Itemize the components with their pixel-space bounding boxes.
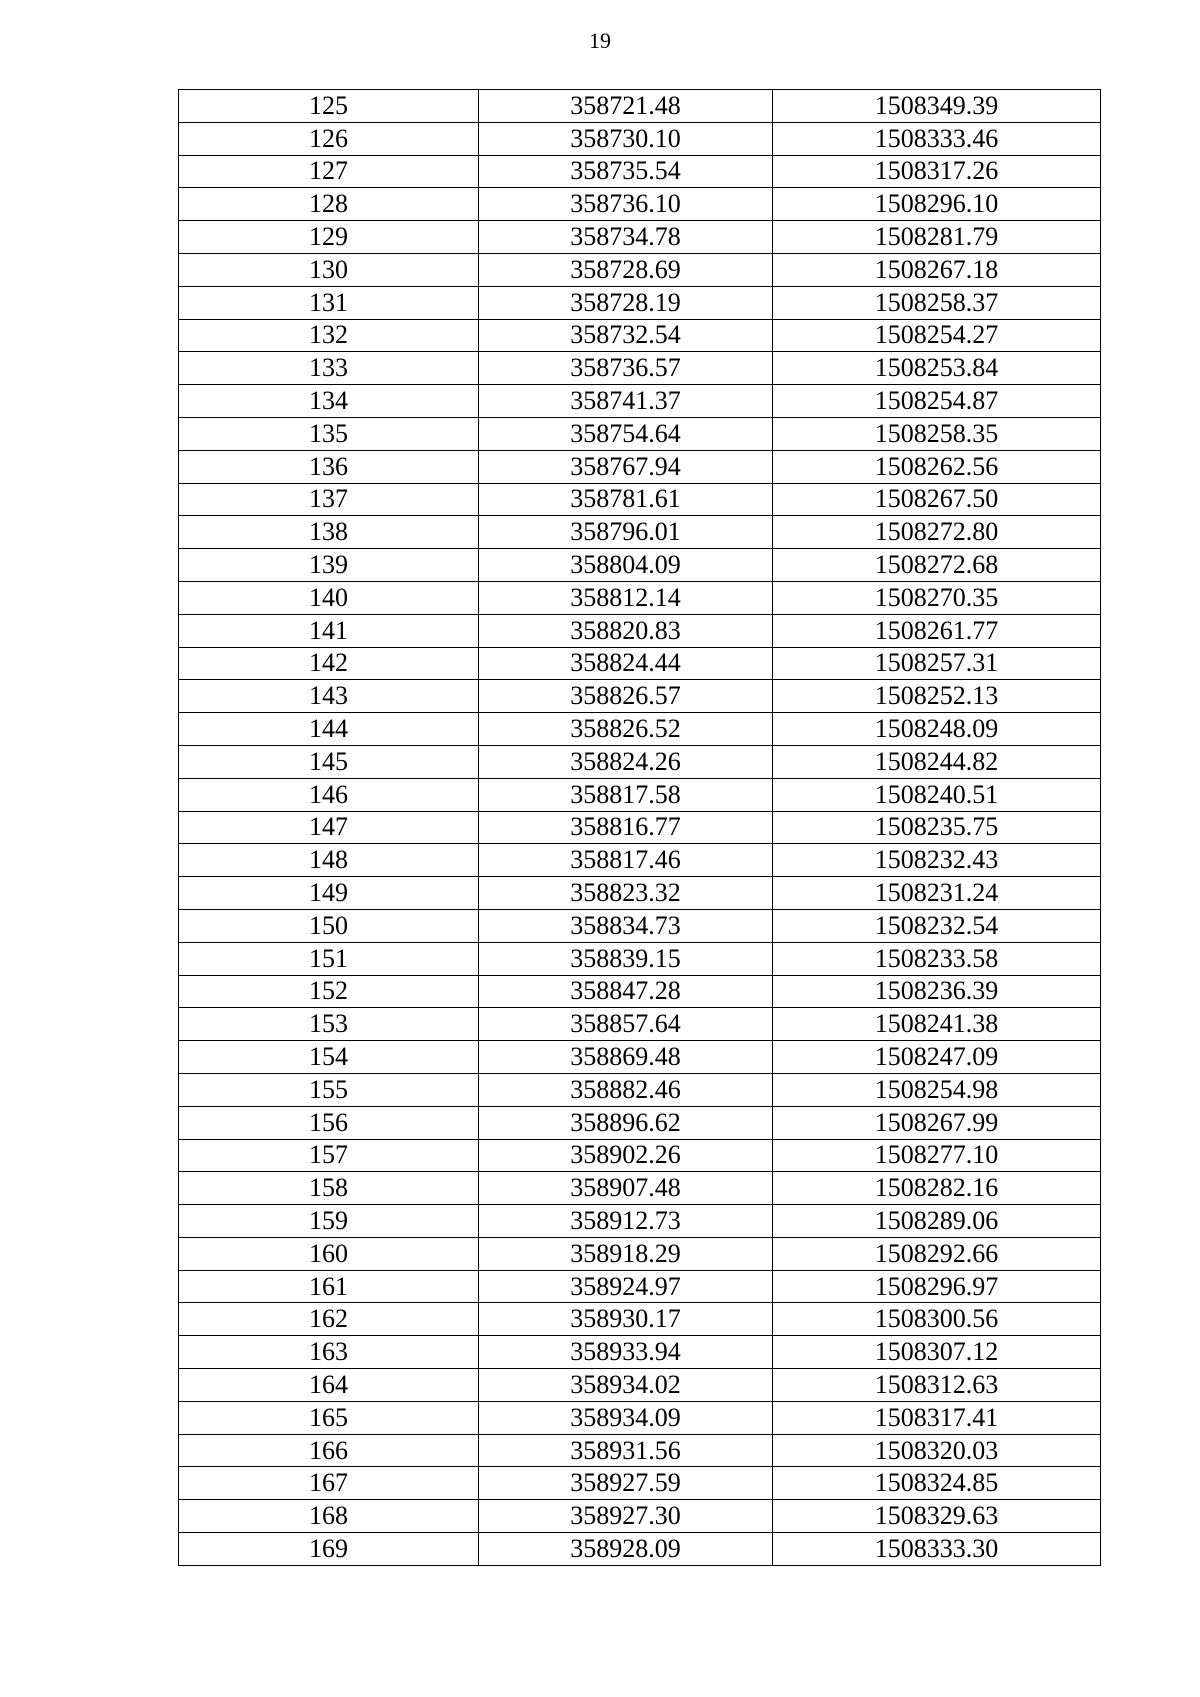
point-number-cell: 130 bbox=[179, 253, 479, 286]
table-row bbox=[179, 450, 1101, 483]
y-coordinate-cell: 1508254.98 bbox=[773, 1073, 1101, 1106]
y-coordinate-cell: 1508247.09 bbox=[773, 1041, 1101, 1074]
y-coordinate-cell: 1508261.77 bbox=[773, 614, 1101, 647]
y-coordinate-cell: 1508258.37 bbox=[773, 286, 1101, 319]
y-coordinate-cell: 1508296.10 bbox=[773, 188, 1101, 221]
table-row bbox=[179, 286, 1101, 319]
table-row bbox=[179, 1500, 1101, 1533]
point-number-cell: 146 bbox=[179, 778, 479, 811]
point-number-cell: 144 bbox=[179, 713, 479, 746]
y-coordinate-cell: 1508277.10 bbox=[773, 1139, 1101, 1172]
x-coordinate-cell: 358847.28 bbox=[479, 975, 773, 1008]
y-coordinate-cell: 1508233.58 bbox=[773, 942, 1101, 975]
y-coordinate-cell: 1508252.13 bbox=[773, 680, 1101, 713]
table-row bbox=[179, 319, 1101, 352]
point-number-cell: 153 bbox=[179, 1008, 479, 1041]
x-coordinate-cell: 358817.46 bbox=[479, 844, 773, 877]
y-coordinate-cell: 1508289.06 bbox=[773, 1205, 1101, 1238]
x-coordinate-cell: 358767.94 bbox=[479, 450, 773, 483]
point-number-cell: 125 bbox=[179, 90, 479, 123]
y-coordinate-cell: 1508320.03 bbox=[773, 1434, 1101, 1467]
point-number-cell: 141 bbox=[179, 614, 479, 647]
x-coordinate-cell: 358736.57 bbox=[479, 352, 773, 385]
y-coordinate-cell: 1508244.82 bbox=[773, 745, 1101, 778]
x-coordinate-cell: 358796.01 bbox=[479, 516, 773, 549]
table-row bbox=[179, 614, 1101, 647]
x-coordinate-cell: 358896.62 bbox=[479, 1106, 773, 1139]
point-number-cell: 161 bbox=[179, 1270, 479, 1303]
y-coordinate-cell: 1508231.24 bbox=[773, 877, 1101, 910]
x-coordinate-cell: 358823.32 bbox=[479, 877, 773, 910]
y-coordinate-cell: 1508333.30 bbox=[773, 1533, 1101, 1566]
table-row bbox=[179, 352, 1101, 385]
x-coordinate-cell: 358930.17 bbox=[479, 1303, 773, 1336]
y-coordinate-cell: 1508270.35 bbox=[773, 581, 1101, 614]
table-row bbox=[179, 581, 1101, 614]
point-number-cell: 128 bbox=[179, 188, 479, 221]
x-coordinate-cell: 358857.64 bbox=[479, 1008, 773, 1041]
y-coordinate-cell: 1508312.63 bbox=[773, 1369, 1101, 1402]
y-coordinate-cell: 1508272.80 bbox=[773, 516, 1101, 549]
table-row bbox=[179, 1434, 1101, 1467]
table-row bbox=[179, 417, 1101, 450]
y-coordinate-cell: 1508240.51 bbox=[773, 778, 1101, 811]
table-body bbox=[179, 90, 1101, 1566]
point-number-cell: 152 bbox=[179, 975, 479, 1008]
point-number-cell: 156 bbox=[179, 1106, 479, 1139]
y-coordinate-cell: 1508282.16 bbox=[773, 1172, 1101, 1205]
table-row bbox=[179, 647, 1101, 680]
x-coordinate-cell: 358817.58 bbox=[479, 778, 773, 811]
table-row bbox=[179, 155, 1101, 188]
point-number-cell: 154 bbox=[179, 1041, 479, 1074]
table-row bbox=[179, 1172, 1101, 1205]
x-coordinate-cell: 358820.83 bbox=[479, 614, 773, 647]
y-coordinate-cell: 1508262.56 bbox=[773, 450, 1101, 483]
x-coordinate-cell: 358907.48 bbox=[479, 1172, 773, 1205]
y-coordinate-cell: 1508333.46 bbox=[773, 122, 1101, 155]
point-number-cell: 147 bbox=[179, 811, 479, 844]
table-row bbox=[179, 713, 1101, 746]
page-number: 19 bbox=[589, 28, 611, 53]
table-row bbox=[179, 1533, 1101, 1566]
x-coordinate-cell: 358882.46 bbox=[479, 1073, 773, 1106]
table-row bbox=[179, 811, 1101, 844]
x-coordinate-cell: 358730.10 bbox=[479, 122, 773, 155]
y-coordinate-cell: 1508281.79 bbox=[773, 221, 1101, 254]
table-row bbox=[179, 909, 1101, 942]
point-number-cell: 160 bbox=[179, 1237, 479, 1270]
point-number-cell: 138 bbox=[179, 516, 479, 549]
x-coordinate-cell: 358734.78 bbox=[479, 221, 773, 254]
point-number-cell: 157 bbox=[179, 1139, 479, 1172]
y-coordinate-cell: 1508235.75 bbox=[773, 811, 1101, 844]
table-row bbox=[179, 1008, 1101, 1041]
point-number-cell: 143 bbox=[179, 680, 479, 713]
table-row bbox=[179, 1106, 1101, 1139]
table-row bbox=[179, 1369, 1101, 1402]
table-row bbox=[179, 516, 1101, 549]
point-number-cell: 148 bbox=[179, 844, 479, 877]
point-number-cell: 132 bbox=[179, 319, 479, 352]
coordinates-table bbox=[178, 89, 1101, 1566]
y-coordinate-cell: 1508307.12 bbox=[773, 1336, 1101, 1369]
point-number-cell: 155 bbox=[179, 1073, 479, 1106]
point-number-cell: 158 bbox=[179, 1172, 479, 1205]
y-coordinate-cell: 1508292.66 bbox=[773, 1237, 1101, 1270]
table-row bbox=[179, 385, 1101, 418]
x-coordinate-cell: 358834.73 bbox=[479, 909, 773, 942]
table-row bbox=[179, 975, 1101, 1008]
point-number-cell: 150 bbox=[179, 909, 479, 942]
x-coordinate-cell: 358741.37 bbox=[479, 385, 773, 418]
x-coordinate-cell: 358728.19 bbox=[479, 286, 773, 319]
x-coordinate-cell: 358804.09 bbox=[479, 549, 773, 582]
x-coordinate-cell: 358735.54 bbox=[479, 155, 773, 188]
point-number-cell: 135 bbox=[179, 417, 479, 450]
y-coordinate-cell: 1508329.63 bbox=[773, 1500, 1101, 1533]
table-row bbox=[179, 1401, 1101, 1434]
x-coordinate-cell: 358736.10 bbox=[479, 188, 773, 221]
table-row bbox=[179, 1270, 1101, 1303]
point-number-cell: 145 bbox=[179, 745, 479, 778]
table-row bbox=[179, 188, 1101, 221]
point-number-cell: 167 bbox=[179, 1467, 479, 1500]
x-coordinate-cell: 358824.26 bbox=[479, 745, 773, 778]
y-coordinate-cell: 1508254.27 bbox=[773, 319, 1101, 352]
point-number-cell: 139 bbox=[179, 549, 479, 582]
point-number-cell: 166 bbox=[179, 1434, 479, 1467]
y-coordinate-cell: 1508267.18 bbox=[773, 253, 1101, 286]
point-number-cell: 163 bbox=[179, 1336, 479, 1369]
point-number-cell: 162 bbox=[179, 1303, 479, 1336]
point-number-cell: 169 bbox=[179, 1533, 479, 1566]
point-number-cell: 131 bbox=[179, 286, 479, 319]
table-row bbox=[179, 1336, 1101, 1369]
table-row bbox=[179, 221, 1101, 254]
point-number-cell: 127 bbox=[179, 155, 479, 188]
y-coordinate-cell: 1508232.43 bbox=[773, 844, 1101, 877]
table-row bbox=[179, 844, 1101, 877]
table-row bbox=[179, 483, 1101, 516]
point-number-cell: 168 bbox=[179, 1500, 479, 1533]
y-coordinate-cell: 1508253.84 bbox=[773, 352, 1101, 385]
x-coordinate-cell: 358869.48 bbox=[479, 1041, 773, 1074]
x-coordinate-cell: 358812.14 bbox=[479, 581, 773, 614]
y-coordinate-cell: 1508248.09 bbox=[773, 713, 1101, 746]
x-coordinate-cell: 358824.44 bbox=[479, 647, 773, 680]
x-coordinate-cell: 358927.30 bbox=[479, 1500, 773, 1533]
x-coordinate-cell: 358732.54 bbox=[479, 319, 773, 352]
y-coordinate-cell: 1508267.50 bbox=[773, 483, 1101, 516]
x-coordinate-cell: 358826.52 bbox=[479, 713, 773, 746]
table-row bbox=[179, 1073, 1101, 1106]
y-coordinate-cell: 1508317.26 bbox=[773, 155, 1101, 188]
table-row bbox=[179, 253, 1101, 286]
y-coordinate-cell: 1508296.97 bbox=[773, 1270, 1101, 1303]
table-row bbox=[179, 1237, 1101, 1270]
point-number-cell: 133 bbox=[179, 352, 479, 385]
table-row bbox=[179, 549, 1101, 582]
x-coordinate-cell: 358839.15 bbox=[479, 942, 773, 975]
x-coordinate-cell: 358781.61 bbox=[479, 483, 773, 516]
point-number-cell: 136 bbox=[179, 450, 479, 483]
x-coordinate-cell: 358721.48 bbox=[479, 90, 773, 123]
point-number-cell: 151 bbox=[179, 942, 479, 975]
x-coordinate-cell: 358931.56 bbox=[479, 1434, 773, 1467]
table-row bbox=[179, 90, 1101, 123]
point-number-cell: 164 bbox=[179, 1369, 479, 1402]
y-coordinate-cell: 1508254.87 bbox=[773, 385, 1101, 418]
point-number-cell: 126 bbox=[179, 122, 479, 155]
point-number-cell: 140 bbox=[179, 581, 479, 614]
table-row bbox=[179, 877, 1101, 910]
y-coordinate-cell: 1508232.54 bbox=[773, 909, 1101, 942]
x-coordinate-cell: 358934.09 bbox=[479, 1401, 773, 1434]
x-coordinate-cell: 358934.02 bbox=[479, 1369, 773, 1402]
x-coordinate-cell: 358928.09 bbox=[479, 1533, 773, 1566]
y-coordinate-cell: 1508241.38 bbox=[773, 1008, 1101, 1041]
y-coordinate-cell: 1508272.68 bbox=[773, 549, 1101, 582]
x-coordinate-cell: 358927.59 bbox=[479, 1467, 773, 1500]
y-coordinate-cell: 1508300.56 bbox=[773, 1303, 1101, 1336]
x-coordinate-cell: 358816.77 bbox=[479, 811, 773, 844]
point-number-cell: 165 bbox=[179, 1401, 479, 1434]
point-number-cell: 149 bbox=[179, 877, 479, 910]
table-row bbox=[179, 122, 1101, 155]
table-row bbox=[179, 1303, 1101, 1336]
y-coordinate-cell: 1508258.35 bbox=[773, 417, 1101, 450]
table-row bbox=[179, 680, 1101, 713]
x-coordinate-cell: 358912.73 bbox=[479, 1205, 773, 1238]
table-row bbox=[179, 1205, 1101, 1238]
x-coordinate-cell: 358728.69 bbox=[479, 253, 773, 286]
table-row bbox=[179, 745, 1101, 778]
y-coordinate-cell: 1508267.99 bbox=[773, 1106, 1101, 1139]
x-coordinate-cell: 358902.26 bbox=[479, 1139, 773, 1172]
x-coordinate-cell: 358754.64 bbox=[479, 417, 773, 450]
table-row bbox=[179, 1139, 1101, 1172]
x-coordinate-cell: 358933.94 bbox=[479, 1336, 773, 1369]
table-row bbox=[179, 778, 1101, 811]
y-coordinate-cell: 1508349.39 bbox=[773, 90, 1101, 123]
table-row bbox=[179, 1041, 1101, 1074]
point-number-cell: 142 bbox=[179, 647, 479, 680]
y-coordinate-cell: 1508236.39 bbox=[773, 975, 1101, 1008]
y-coordinate-cell: 1508257.31 bbox=[773, 647, 1101, 680]
point-number-cell: 137 bbox=[179, 483, 479, 516]
x-coordinate-cell: 358918.29 bbox=[479, 1237, 773, 1270]
y-coordinate-cell: 1508317.41 bbox=[773, 1401, 1101, 1434]
point-number-cell: 129 bbox=[179, 221, 479, 254]
table-row bbox=[179, 942, 1101, 975]
table-row bbox=[179, 1467, 1101, 1500]
x-coordinate-cell: 358826.57 bbox=[479, 680, 773, 713]
point-number-cell: 134 bbox=[179, 385, 479, 418]
x-coordinate-cell: 358924.97 bbox=[479, 1270, 773, 1303]
point-number-cell: 159 bbox=[179, 1205, 479, 1238]
y-coordinate-cell: 1508324.85 bbox=[773, 1467, 1101, 1500]
